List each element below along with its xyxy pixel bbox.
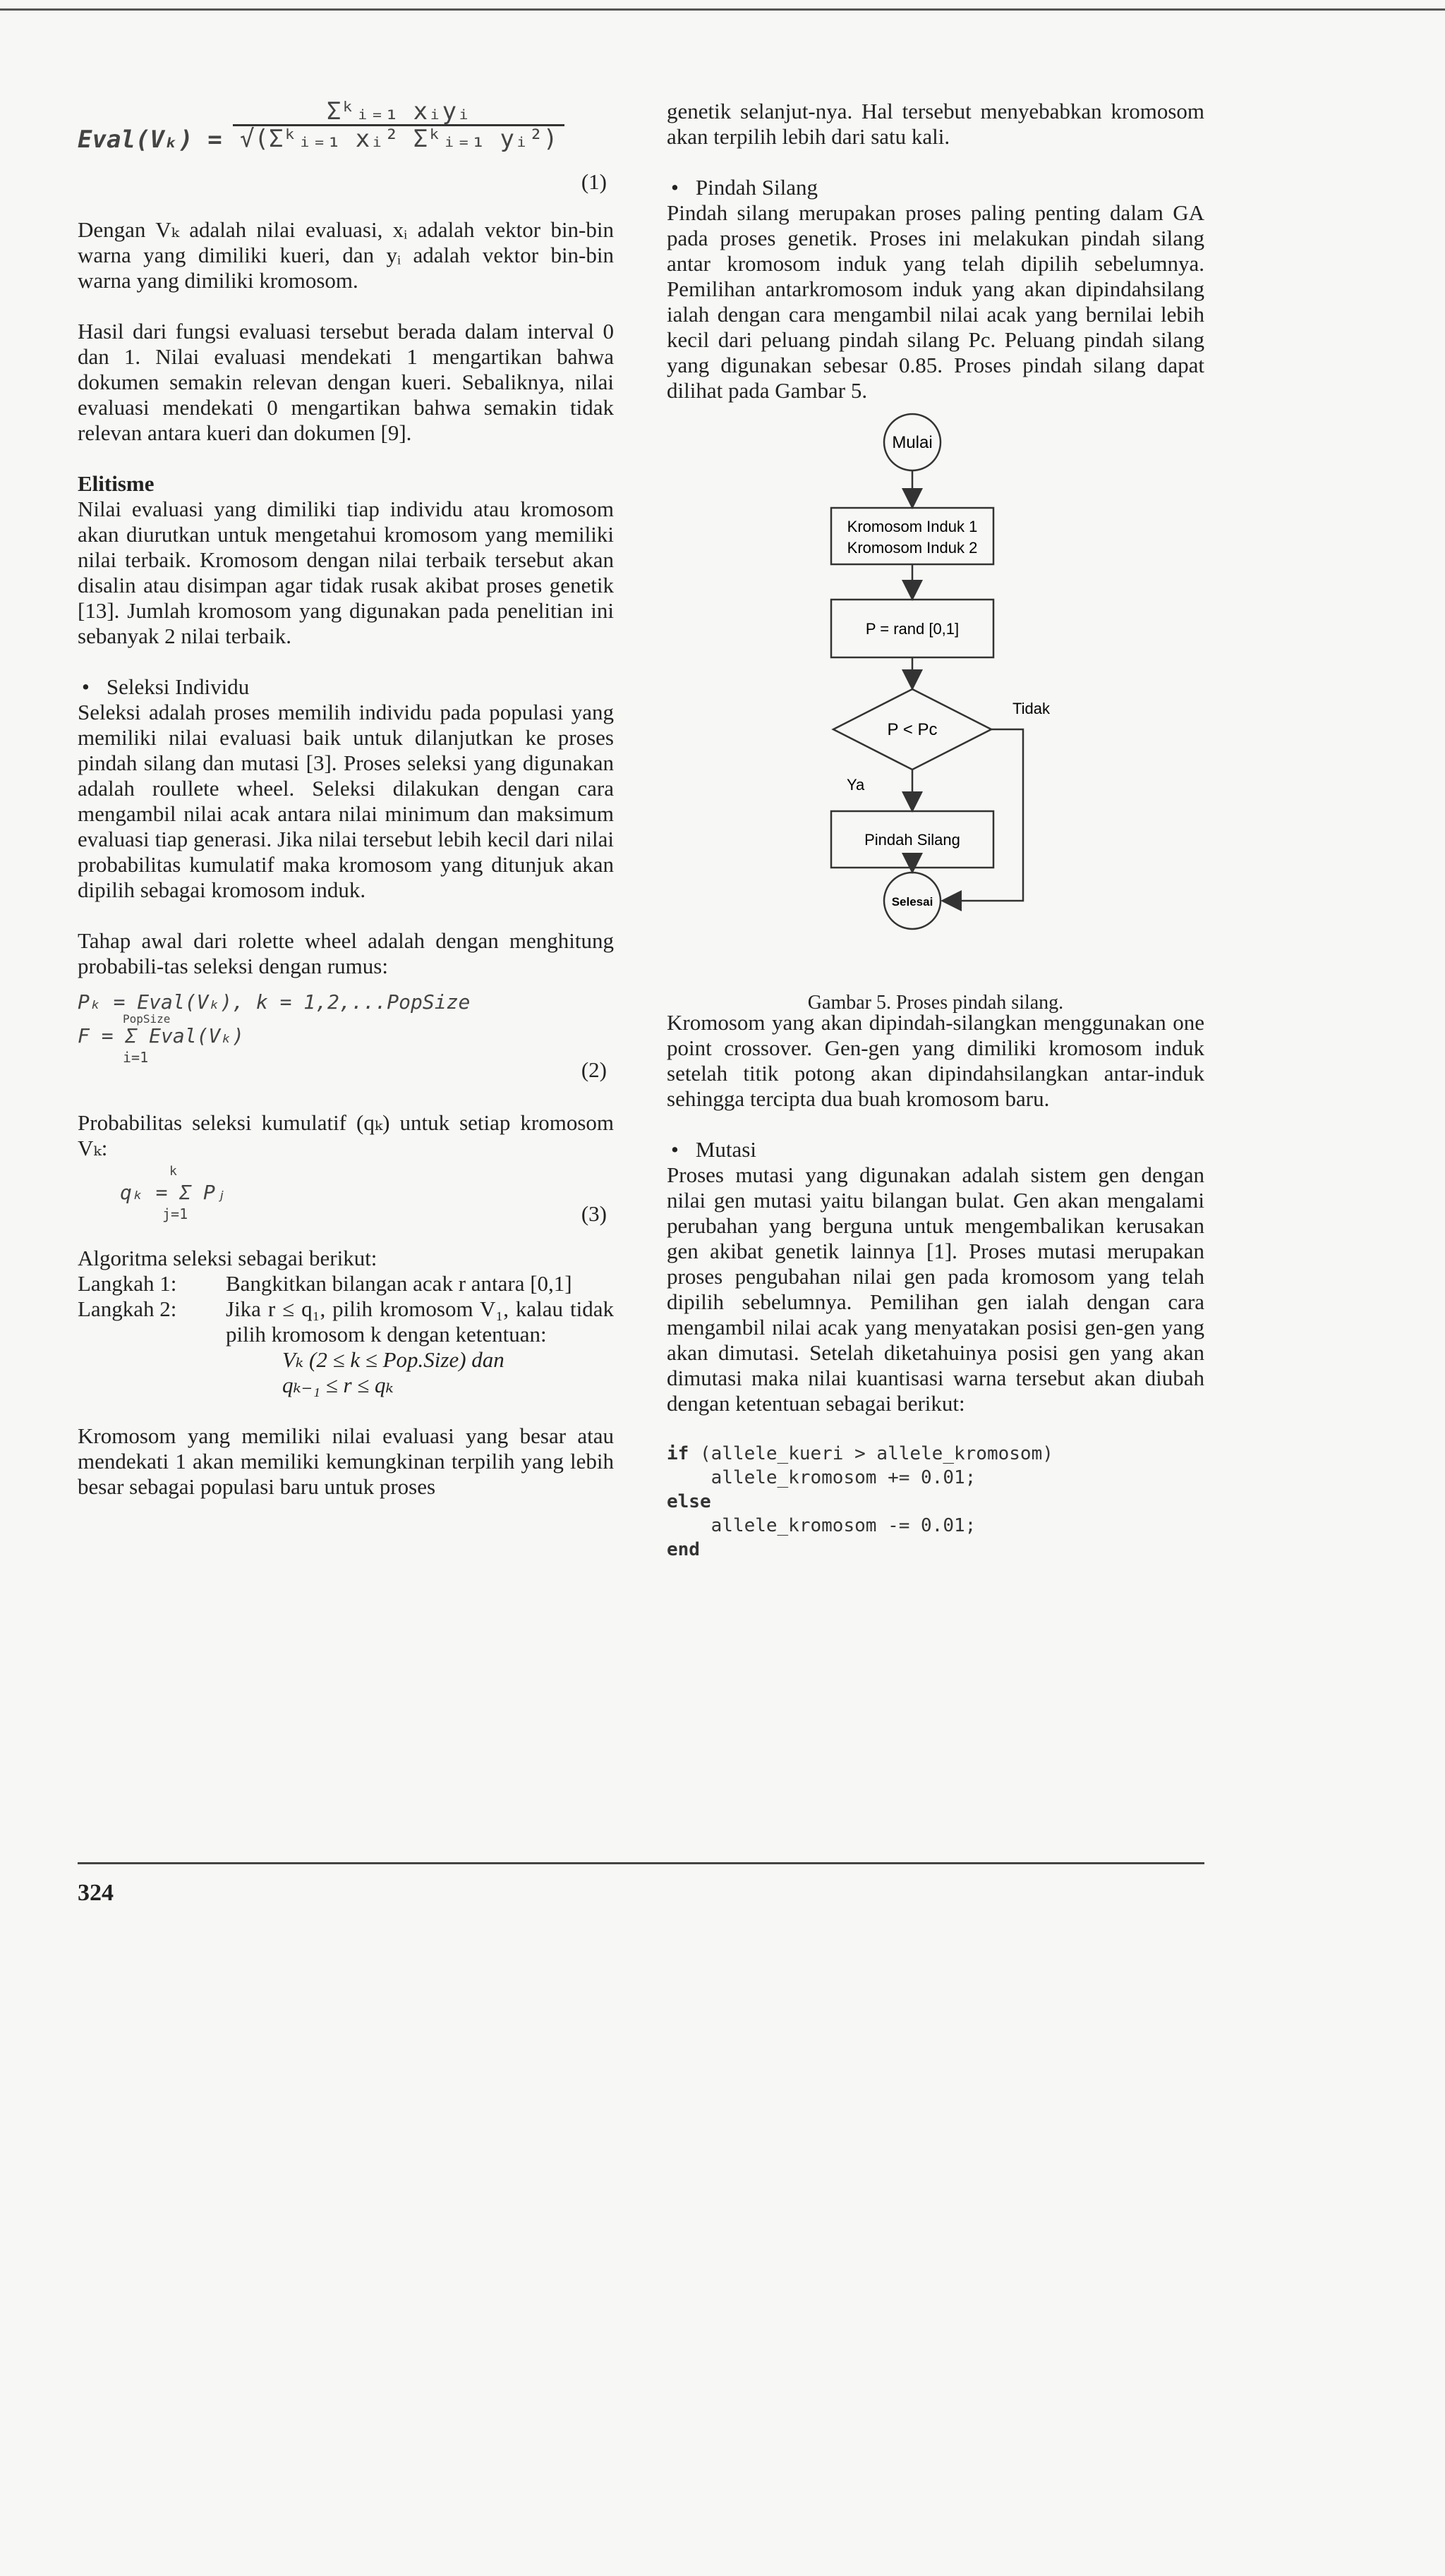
step-1 (78, 1271, 614, 1296)
paragraph-genetik: genetik selanjut-nya. Hal tersebut menyebabkan kromosom akan terpilih lebih dari satu kali. (667, 99, 1204, 149)
code-kw-else: else (667, 1491, 711, 1512)
paragraph-crossover: Kromosom yang akan dipindah-silangkan menggunakan one point crossover. Gen-gen yang dimiliki kromosom induk setelah titik potong akan dipindahsilangkan antar-induk sehingga tercipta dua buah kromosom baru. (667, 1010, 1204, 1111)
eq1-denominator: √(Σᵏᵢ₌₁ xᵢ² Σᵏᵢ₌₁ yᵢ²) (240, 125, 558, 153)
heading-pindah-silang: Pindah Silang (695, 175, 818, 200)
flow-box1-line2: Kromosom Induk 2 (847, 539, 978, 557)
bullet-dot: • (671, 175, 679, 200)
eq2-line2: F = Σ Eval(Vₖ) (78, 1024, 245, 1047)
condition-2: qₖ₋₁ ≤ r ≤ qₖ (282, 1373, 394, 1397)
flow-no-label: Tidak (1012, 700, 1050, 717)
code-block (667, 1442, 1204, 1562)
flow-start-label: Mulai (892, 433, 933, 452)
top-rule (0, 8, 1445, 11)
equation-2 (78, 992, 614, 1098)
step-2 (78, 1296, 614, 1347)
eq3-top: k (169, 1164, 177, 1179)
heading-mutasi: Mutasi (695, 1137, 756, 1162)
paragraph-interval: Hasil dari fungsi evaluasi tersebut berada dalam interval 0 dan 1. Nilai evaluasi mendekati 1 mengartikan bahwa dokumen semakin relevan dengan kueri. Sebaliknya, nilai evaluasi mendekati 0 mengartikan bahwa semakin tidak relevan antara kueri dan dokumen [9]. (78, 319, 614, 445)
code-kw-if: if (667, 1443, 689, 1464)
eq3-index: j=1 (162, 1205, 188, 1222)
paragraph-probabilitas: Probabilitas seleksi kumulatif (qₖ) untuk setiap kromosom Vₖ: (78, 1110, 614, 1160)
bullet-seleksi (78, 674, 614, 700)
flow-box3-label: Pindah Silang (864, 831, 960, 849)
paragraph-pindah-silang: Pindah silang merupakan proses paling penting dalam GA pada proses genetik. Proses ini melakukan pindah silang antar kromosom induk yang telah dipilih sebelumnya. Pemilihan antarkromosom induk yang akan dipindahsilang ialah dengan cara mengambil nilai acak yang bernilai lebih kecil dari peluang pindah silang Pc. Peluang pindah silang yang digunakan sebesar 0.85. Proses pindah silang dapat dilihat pada Gambar 5. (667, 200, 1204, 403)
flow-yes-label: Ya (847, 776, 865, 794)
step-1-label: Langkah 1: (78, 1271, 177, 1296)
heading-seleksi: Seleksi Individu (106, 674, 250, 699)
eq2-number: (2) (581, 1057, 607, 1082)
eq1-numerator: Σᵏᵢ₌₁ xᵢyᵢ (233, 99, 564, 126)
step-1-text: Bangkitkan bilangan acak r antara [0,1] (226, 1271, 572, 1296)
step-2-label: Langkah 2: (78, 1296, 177, 1321)
eq2-sub: PopSize (123, 1012, 171, 1026)
eq1-explanation: Dengan Vₖ adalah nilai evaluasi, xᵢ adalah vektor bin-bin warna yang dimiliki kueri, dan yᵢ adalah vektor bin-bin warna yang dimiliki kromosom. (78, 217, 614, 293)
step-2-text: Jika r ≤ q₁, pilih kromosom V₁, kalau tidak pilih kromosom k dengan ketentuan: (226, 1296, 614, 1347)
flow-box1-line1: Kromosom Induk 1 (847, 518, 978, 535)
figure-caption: Gambar 5. Proses pindah silang. (807, 992, 1064, 1014)
condition-1: Vₖ (2 ≤ k ≤ Pop.Size) dan (282, 1347, 504, 1372)
right-column (667, 99, 1204, 1562)
equation-1 (78, 99, 614, 205)
paragraph-mutasi: Proses mutasi yang digunakan adalah sistem gen dengan nilai gen mutasi yaitu bilangan bulat. Gen akan mengalami perubahan yang berguna untuk mengembalikan kerusakan gen akibat genetik lainnya [1]. Proses mutasi merupakan proses pengubahan nilai gen pada kromosom yang telah dipilih sebelumnya. Pemilihan gen ialah dengan cara mengambil nilai acak yang menyatakan posisi gen-gen yang akan dimutasi. Setelah diketahuinya posisi gen yang akan dimutasi maka nilai kuantisasi warna tersebut akan diubah dengan ketentuan sebagai berikut: (667, 1162, 1204, 1416)
code-line-2: allele_kromosom += 0.01; (667, 1467, 977, 1488)
equation-3 (78, 1161, 614, 1246)
eq2-line1: Pₖ = Eval(Vₖ), k = 1,2,...PopSize (78, 990, 471, 1014)
code-line-1: (allele_kueri > allele_kromosom) (689, 1443, 1053, 1464)
bullet-pindah-silang (667, 175, 1204, 200)
code-line-4: allele_kromosom -= 0.01; (667, 1515, 977, 1536)
algo-intro: Algoritma seleksi sebagai berikut: (78, 1246, 377, 1270)
heading-elitisme: Elitisme (78, 471, 155, 496)
eq1-lhs: Eval(Vₖ) = (78, 126, 222, 154)
flowchart (667, 403, 1204, 1014)
bullet-dot: • (671, 1137, 679, 1162)
eq1-number: (1) (581, 169, 607, 194)
bullet-dot: • (82, 674, 90, 699)
code-kw-end: end (667, 1539, 700, 1560)
eq2-index: i=1 (123, 1049, 149, 1066)
flow-box2-label: P = rand [0,1] (865, 620, 960, 638)
bullet-mutasi (667, 1137, 1204, 1162)
flow-decision-label: P < Pc (887, 720, 938, 739)
paragraph-seleksi: Seleksi adalah proses memilih individu pada populasi yang memiliki nilai evaluasi baik untuk dilanjutkan ke proses pindah silang dan mutasi [3]. Proses seleksi yang digunakan adalah roullete wheel. Seleksi dilakukan dengan cara mengambil nilai acak antara nilai minimum dan maksimum evaluasi tiap generasi. Jika nilai tersebut lebih kecil dari nilai probabilitas kumulatif maka kromosom yang ditunjuk akan dipilih sebagai kromosom induk. (78, 700, 614, 902)
paragraph-elitisme: Nilai evaluasi yang dimiliki tiap individu atau kromosom akan diurutkan untuk mengetahui kromosom yang memiliki nilai terbaik. Kromosom dengan nilai terbaik tersebut akan disalin atau disimpan agar tidak rusak akibat proses genetik [13]. Jumlah kromosom yang digunakan pada penelitian ini sebanyak 2 nilai terbaik. (78, 497, 614, 648)
eq3-main: qₖ = Σ Pⱼ (120, 1181, 227, 1204)
paragraph-tahap: Tahap awal dari rolette wheel adalah dengan menghitung probabili-tas seleksi dengan rumus: (78, 928, 614, 978)
eq3-number: (3) (581, 1201, 607, 1226)
paragraph-kromosom-evaluasi: Kromosom yang memiliki nilai evaluasi yang besar atau mendekati 1 akan memiliki kemungkinan terpilih yang lebih besar sebagai populasi baru untuk proses (78, 1423, 614, 1499)
bottom-rule (78, 1862, 1204, 1864)
page-number: 324 (78, 1880, 114, 1906)
flow-end-label: Selesai (891, 895, 933, 909)
flowchart-svg (667, 403, 1204, 982)
left-column (78, 99, 614, 1500)
